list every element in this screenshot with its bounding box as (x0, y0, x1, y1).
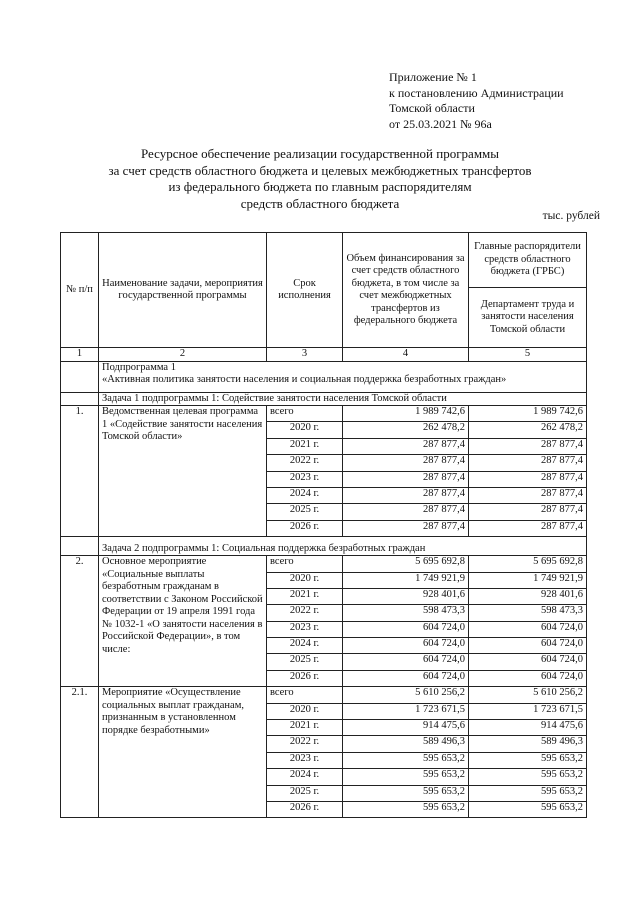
volume-cell: 1 749 921,9 (343, 572, 469, 588)
volume-cell: 1 989 742,6 (343, 406, 469, 422)
approval-line-4: от 25.03.2021 № 96а (389, 116, 492, 131)
volume-cell: 595 653,2 (343, 752, 469, 768)
term-cell: всего (267, 406, 343, 422)
subprogram-line-1: Подпрограмма 1 (102, 361, 176, 373)
term-cell: 2022 г. (267, 455, 343, 471)
col-index-5: 5 (469, 348, 587, 362)
dept-cell: 589 496,3 (469, 736, 587, 752)
term-cell: 2023 г. (267, 752, 343, 768)
section-1 (61, 406, 587, 537)
term-cell: 2025 г. (267, 504, 343, 520)
dept-cell: 598 473,3 (469, 605, 587, 621)
dept-cell: 604 724,0 (469, 638, 587, 654)
dept-cell: 1 989 742,6 (469, 406, 587, 422)
dept-cell: 287 877,4 (469, 504, 587, 520)
term-cell: 2022 г. (267, 605, 343, 621)
row-number: 1. (61, 406, 99, 537)
volume-cell: 5 695 692,8 (343, 556, 469, 572)
section-3 (61, 687, 587, 818)
approval-line-1: Приложение № 1 (389, 70, 477, 84)
term-cell: 2020 г. (267, 572, 343, 588)
volume-cell: 589 496,3 (343, 736, 469, 752)
col-index-3: 3 (267, 348, 343, 362)
term-cell: 2021 г. (267, 438, 343, 454)
term-cell: всего (267, 687, 343, 703)
volume-cell: 287 877,4 (343, 487, 469, 503)
volume-cell: 914 475,6 (343, 720, 469, 736)
volume-cell: 1 723 671,5 (343, 703, 469, 719)
approval-block (389, 70, 564, 132)
term-cell: 2024 г. (267, 769, 343, 785)
volume-cell: 604 724,0 (343, 621, 469, 637)
measure-name: Ведомственная целевая программа 1 «Содействие занятости населения Томской области» (99, 406, 267, 537)
dept-cell: 287 877,4 (469, 471, 587, 487)
volume-cell: 595 653,2 (343, 801, 469, 817)
term-cell: 2021 г. (267, 720, 343, 736)
spacer-cell (61, 361, 99, 392)
volume-cell: 5 610 256,2 (343, 687, 469, 703)
term-cell: 2026 г. (267, 520, 343, 536)
term-cell: 2021 г. (267, 588, 343, 604)
approval-line-2: к постановлению Администрации (389, 85, 564, 100)
volume-cell: 287 877,4 (343, 504, 469, 520)
col-index-4: 4 (343, 348, 469, 362)
resource-table (60, 232, 587, 818)
dept-cell: 287 877,4 (469, 455, 587, 471)
col-index-1: 1 (61, 348, 99, 362)
term-cell: 2022 г. (267, 736, 343, 752)
dept-cell: 287 877,4 (469, 438, 587, 454)
dept-cell: 5 610 256,2 (469, 687, 587, 703)
volume-cell: 595 653,2 (343, 769, 469, 785)
col-index-2: 2 (99, 348, 267, 362)
table-row (61, 406, 587, 422)
term-cell: 2024 г. (267, 638, 343, 654)
dept-cell: 287 877,4 (469, 520, 587, 536)
measure-name: Основное мероприятие «Социальные выплаты безработным гражданам в соответствии с Законом Российской Федерации от 19 апреля 1991 года № 1032-1 «О занятости населения в Российской Федерации», в том числе: (99, 556, 267, 687)
subprogram-line-2: «Активная политика занятости населения и социальная поддержка безработных граждан» (102, 374, 507, 385)
dept-cell: 604 724,0 (469, 621, 587, 637)
dept-cell: 914 475,6 (469, 720, 587, 736)
spacer-cell (61, 537, 99, 556)
dept-cell: 595 653,2 (469, 752, 587, 768)
volume-cell: 928 401,6 (343, 588, 469, 604)
approval-line-3: Томской области (389, 101, 475, 115)
volume-cell: 262 478,2 (343, 422, 469, 438)
volume-cell: 287 877,4 (343, 520, 469, 536)
dept-cell: 262 478,2 (469, 422, 587, 438)
dept-cell: 595 653,2 (469, 769, 587, 785)
header-name: Наименование задачи, мероприятия государственной программы (99, 233, 267, 348)
units-label: тыс. рублей (542, 210, 600, 222)
dept-cell: 287 877,4 (469, 487, 587, 503)
dept-cell: 928 401,6 (469, 588, 587, 604)
dept-cell: 595 653,2 (469, 801, 587, 817)
dept-cell: 1 723 671,5 (469, 703, 587, 719)
table-row (61, 556, 587, 572)
title-line-4: средств областного бюджета (240, 195, 400, 211)
term-cell: 2025 г. (267, 654, 343, 670)
title-line-3: из федерального бюджета по главным распорядителям (168, 179, 472, 194)
row-number: 2.1. (61, 687, 99, 818)
term-cell: 2020 г. (267, 703, 343, 719)
subprogram-row (99, 361, 587, 392)
measure-name: Мероприятие «Осуществление социальных выплат гражданам, признанным в установленном порядке безработными» (99, 687, 267, 818)
header-dept: Департамент труда и занятости населения Томской области (469, 288, 587, 348)
volume-cell: 287 877,4 (343, 471, 469, 487)
dept-cell: 604 724,0 (469, 654, 587, 670)
header-grbs: Главные распорядители средств областного бюджета (ГРБС) (469, 233, 587, 288)
dept-cell: 5 695 692,8 (469, 556, 587, 572)
term-cell: 2024 г. (267, 487, 343, 503)
header-volume: Объем финансирования за счет средств областного бюджета, в том числе за счет межбюджетных трансфертов из федерального бюджета (343, 233, 469, 348)
title-line-1: Ресурсное обеспечение реализации государственной программы (140, 146, 500, 161)
section-2 (61, 556, 587, 687)
dept-cell: 1 749 921,9 (469, 572, 587, 588)
term-cell: всего (267, 556, 343, 572)
table-row (61, 687, 587, 703)
spacer-cell (61, 392, 99, 406)
volume-cell: 598 473,3 (343, 605, 469, 621)
task2-row: Задача 2 подпрограммы 1: Социальная поддержка безработных граждан (99, 537, 587, 556)
term-cell: 2026 г. (267, 670, 343, 686)
header-term: Срок исполнения (267, 233, 343, 348)
term-cell: 2023 г. (267, 471, 343, 487)
document-title (60, 146, 580, 212)
volume-cell: 287 877,4 (343, 438, 469, 454)
title-line-2: за счет средств областного бюджета и целевых межбюджетных трансфертов (108, 162, 532, 178)
dept-cell: 595 653,2 (469, 785, 587, 801)
term-cell: 2026 г. (267, 801, 343, 817)
dept-cell: 604 724,0 (469, 670, 587, 686)
term-cell: 2025 г. (267, 785, 343, 801)
volume-cell: 604 724,0 (343, 654, 469, 670)
task1-row: Задача 1 подпрограммы 1: Содействие занятости населения Томской области (99, 392, 587, 406)
term-cell: 2020 г. (267, 422, 343, 438)
volume-cell: 287 877,4 (343, 455, 469, 471)
row-number: 2. (61, 556, 99, 687)
volume-cell: 604 724,0 (343, 670, 469, 686)
term-cell: 2023 г. (267, 621, 343, 637)
volume-cell: 604 724,0 (343, 638, 469, 654)
volume-cell: 595 653,2 (343, 785, 469, 801)
header-num: № п/п (61, 233, 99, 348)
